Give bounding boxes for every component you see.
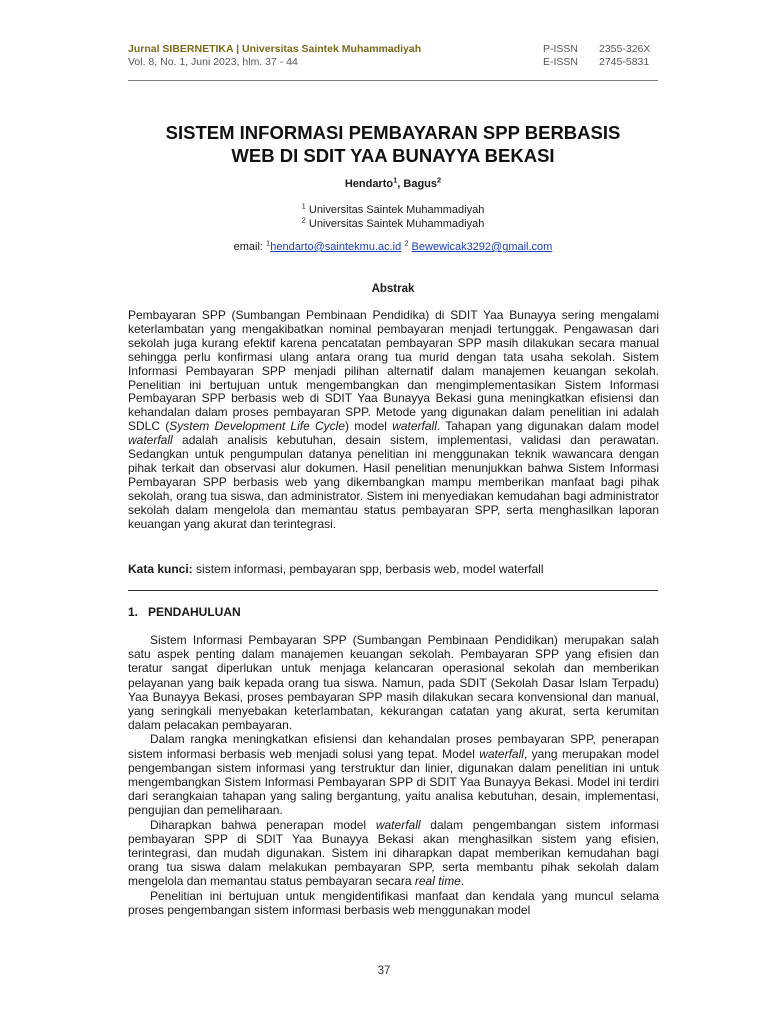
abstract-part-3: . Tahapan yang digunakan dalam model xyxy=(436,419,659,434)
keywords-label: Kata kunci: xyxy=(128,562,193,576)
eissn-row xyxy=(543,56,650,69)
eissn-label: E-ISSN xyxy=(543,56,579,68)
paragraph-2-italic: waterfall xyxy=(479,746,524,761)
author-list xyxy=(128,175,658,190)
abstract-part-2: ) model xyxy=(345,419,393,434)
paragraph-3-italic: waterfall xyxy=(375,817,421,832)
title-line-2: WEB DI SDIT YAA BUNAYYA BEKASI xyxy=(231,145,555,166)
author-2: Bagus xyxy=(403,178,438,190)
abstract-italic-3: waterfall xyxy=(128,433,173,448)
journal-name: Jurnal SIBERNETIKA | Universitas Saintek Muhammadiyah xyxy=(128,43,422,55)
affiliation-2-text: Universitas Saintek Muhammadiyah xyxy=(305,218,485,230)
author-1-sup: 1 xyxy=(393,175,398,185)
affiliation-1-sup: 1 xyxy=(301,201,306,211)
abstract-part-4: adalah analisis kebutuhan, desain sistem, implementasi, validasi dan perawatan. Sedangkan untuk pengumpulan datanya penelitian ini menggunakan teknik wawancara dengan pihak terkait dan observasi alur dokumen. Hasil penelitian menunjukkan bahwa Sistem Informasi Pembayaran SPP berbasis web yang dikembangkan mampu memberikan manfaat bagi pihak sekolah, orang tua siswa, dan administrator. Sistem ini menyediakan kemudahan bagi administrator sekolah dalam mengelola dan memantau status pembayaran SPP, serta menghasilkan laporan keuangan yang akurat dan terintegrasi. xyxy=(128,433,659,531)
abstract-text xyxy=(128,309,659,532)
eissn-value: 2745-5831 xyxy=(599,56,650,68)
paragraph-3-part-a: Diharapkan bahwa penerapan model xyxy=(150,817,376,832)
pissn-row xyxy=(543,43,650,56)
paragraph-4: Penelitian ini bertujuan untuk mengidentifikasi manfaat dan kendala yang muncul selama proses pengembangan sistem informasi berbasis web menggunakan model xyxy=(128,888,659,917)
keywords xyxy=(128,562,544,576)
pissn-label: P-ISSN xyxy=(543,43,579,55)
abstract-part-1: Pembayaran SPP (Sumbangan Pembinaan Pendidika) di SDIT Yaa Bunayya sering mengalami keterlambatan yang mengakibatkan nominal pembayaran menjadi tertunggak. Pengawasan dari sekolah juga kurang efektif karena pencatatan pembayaran SPP masih dilakukan secara manual sehingga perlu konfirmasi ulang antara orang tua murid dengan tata usaha sekolah. Sistem Informasi Pembayaran SPP menjadi pilihan alternatif dalam manajemen keuangan sekolah. Penelitian ini bertujuan untuk mengembangkan dan mengimplementasikan Sistem Informasi Pembayaran SPP berbasis web di SDIT Yaa Bunayya Bekasi guna meningkatkan efisiensi dan kehandalan dalam proses pembayaran SPP. Metode yang digunakan dalam penelitian ini adalah SDLC ( xyxy=(128,308,659,434)
abstract-italic-1: System Development Life Cycle xyxy=(169,419,346,434)
journal-volume: Vol. 8, No. 1, Juni 2023, hlm. 37 - 44 xyxy=(128,56,298,68)
page-number: 37 xyxy=(377,965,391,977)
paragraph-3-part-c: . xyxy=(460,874,465,889)
issn-info xyxy=(543,43,650,69)
affiliation-1 xyxy=(128,203,658,217)
email-1-sup: 1 xyxy=(266,238,271,248)
paragraph-2-part-a: Dalam rangka meningkatkan efisiensi dan kehandalan proses pembayaran SPP, penerapan sistem informasi berbasis web menjadi solusi yang tepat. Model xyxy=(128,732,659,761)
pissn-value: 2355-326X xyxy=(599,43,651,55)
email-line xyxy=(128,238,658,253)
journal-info xyxy=(128,43,421,69)
email-prefix: email: xyxy=(233,241,267,253)
title-line-1: SISTEM INFORMASI PEMBAYARAN SPP BERBASIS xyxy=(165,122,621,143)
paragraph-2-part-b: , yang merupakan model pengembangan sistem informasi yang terstruktur dan linier, digunakan dalam penelitian ini untuk mengembangkan Sistem Informasi Pembayaran SPP di SDIT Yaa Bunayya Bekasi. Model ini terdiri dari serangkaian tahapan yang saling bergantung, yaitu analisa kebutuhan, desain, implementasi, pengujian dan pemeliharaan. xyxy=(128,746,659,818)
author-1: Hendarto xyxy=(344,178,394,190)
email-2-link[interactable]: Bewewicak3292@gmail.com xyxy=(411,241,553,253)
keywords-text: sistem informasi, pembayaran spp, berbasis web, model waterfall xyxy=(192,562,544,576)
paragraph-1: Sistem Informasi Pembayaran SPP (Sumbangan Pembinaan Pendidikan) merupakan salah satu aspek penting dalam manajemen keuangan sekolah. Pembayaran SPP yang efisien dan teratur sangat diperlukan untuk menjaga kelancaran operasional sekolah dan memberikan pelayanan yang baik kepada orang tua siswa. Namun, pada SDIT (Sekolah Dasar Islam Terpadu) Yaa Bunayya Bekasi, proses pembayaran SPP masih dilakukan secara konvensional dan manual, yang seringkali menyebakan keterlambatan, kekurangan catatan yang akurat, serta kerumitan dalam pelacakan pembayaran. xyxy=(128,633,659,733)
section-body xyxy=(128,633,659,917)
author-separator: , xyxy=(397,178,404,190)
affiliation-1-text: Universitas Saintek Muhammadiyah xyxy=(305,204,485,216)
abstract-italic-2: waterfall xyxy=(392,419,437,434)
paragraph-3-italic-2: real time xyxy=(414,874,461,889)
header-divider xyxy=(128,80,658,81)
abstract-heading: Abstrak xyxy=(371,283,415,295)
email-2-sup: 2 xyxy=(404,238,409,248)
paragraph-3 xyxy=(128,818,659,889)
paper-title xyxy=(128,121,658,167)
keywords-divider xyxy=(128,590,658,591)
affiliations xyxy=(128,203,658,231)
paragraph-3-part-b: dalam pengembangan sistem informasi pembayaran SPP di SDIT Yaa Bunayya Bekasi akan menghasilkan sistem yang efisien, terintegrasi, dan mudah digunakan. Sistem ini diharapkan dapat memberikan kemudahan bagi orang tua siswa dalam melakukan pembayaran SPP, serta membantu pihak sekolah dalam mengelola dan memantau status pembayaran secara xyxy=(128,817,660,889)
affiliation-2-sup: 2 xyxy=(301,215,306,225)
email-1-link[interactable]: hendarto@saintekmu.ac.id xyxy=(270,241,402,253)
paragraph-2 xyxy=(128,732,659,817)
author-2-sup: 2 xyxy=(437,175,442,185)
affiliation-2 xyxy=(128,217,658,231)
section-heading: 1. PENDAHULUAN xyxy=(128,605,241,619)
